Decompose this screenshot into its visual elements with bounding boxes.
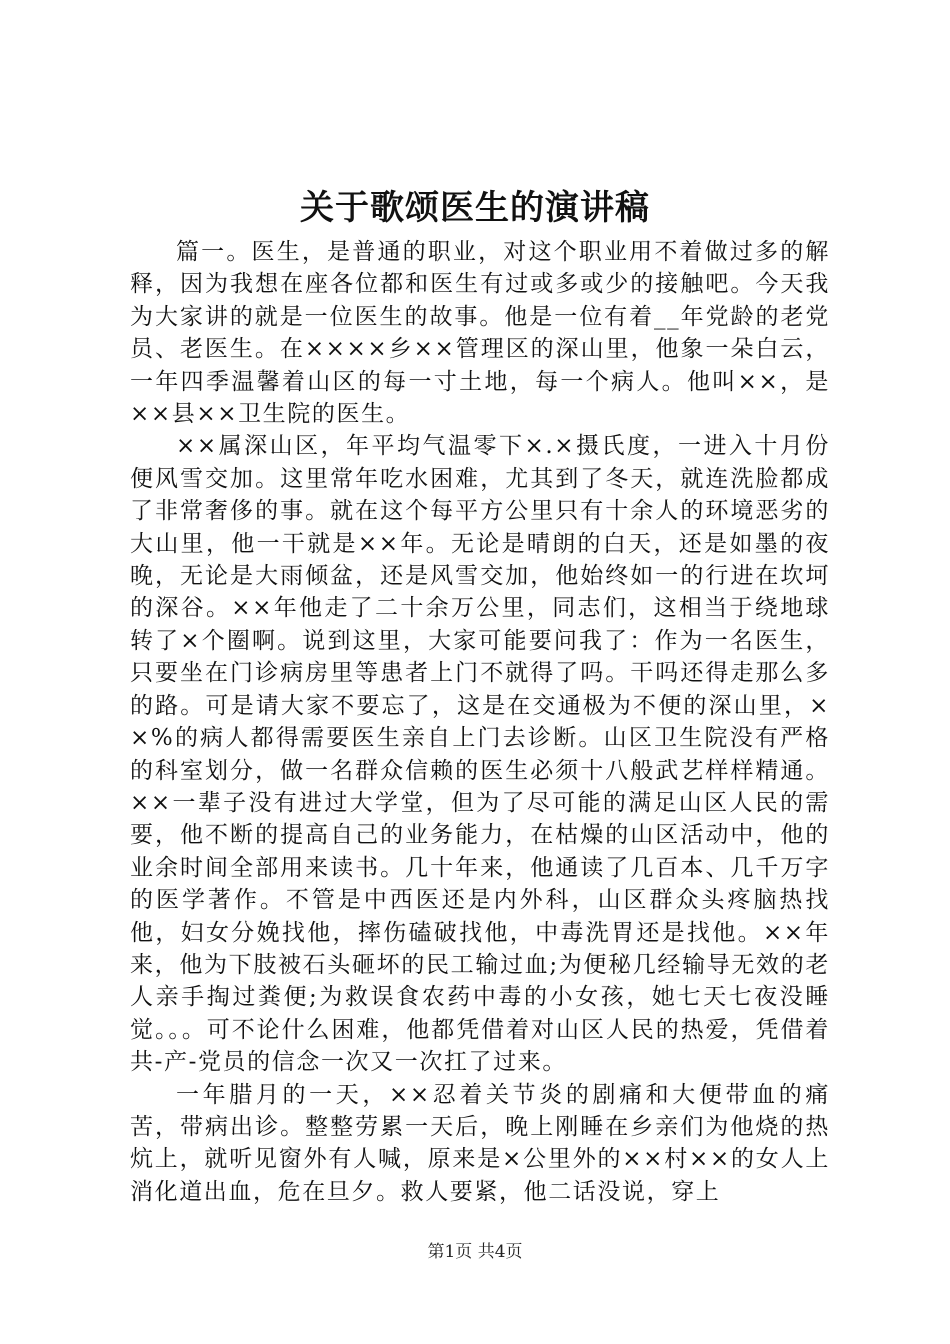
paragraph-1: 篇一。医生，是普通的职业，对这个职业用不着做过多的解释，因为我想在座各位都和医生有过或多或少的接触吧。今天我为大家讲的就是一位医生的故事。他是一位有着__年党龄的老党员、老医生。在××××乡××管理区的深山里，他象一朵白云，一年四季温馨着山区的每一寸土地，每一个病人。他叫××，是××县××卫生院的医生。	[130, 239, 830, 428]
paragraph-2: ××属深山区，年平均气温零下×.×摄氏度，一进入十月份便风雪交加。这里常年吃水困难，尤其到了冬天，就连洗脸都成了非常奢侈的事。就在这个每平方公里只有十余人的环境恶劣的大山里，他一干就是××年。无论是晴朗的白天，还是如墨的夜晚，无论是大雨倾盆，还是风雪交加，他始终如一的行进在坎坷的深谷。××年他走了二十余万公里，同志们，这相当于绕地球转了×个圈啊。说到这里，大家可能要问我了：作为一名医生，只要坐在门诊病房里等患者上门不就得了吗。干吗还得走那么多的路。可是请大家不要忘了，这是在交通极为不便的深山里，××%的病人都得需要医生亲自上门去诊断。山区卫生院没有严格的科室划分，做一名群众信赖的医生必须十八般武艺样样精通。××一辈子没有进过大学堂，但为了尽可能的满足山区人民的需要，他不断的提高自己的业务能力，在枯燥的山区活动中，他的业余时间全部用来读书。几十年来，他通读了几百本、几千万字的医学著作。不管是中西医还是内外科，山区群众头疼脑热找他，妇女分娩找他，摔伤磕破找他，中毒洗胃还是找他。××年来，他为下肢被石头砸坏的民工输过血;为便秘几经输导无效的老人亲手掏过粪便;为救误食农药中毒的小女孩，她七天七夜没睡觉。。。可不论什么困难，他都凭借着对山区人民的热爱，凭借着共-产-党员的信念一次又一次扛了过来。	[130, 433, 830, 1076]
document-title: 关于歌颂医生的演讲稿	[300, 188, 650, 228]
document-body	[130, 236, 830, 1208]
paragraph-3: 一年腊月的一天，××忍着关节炎的剧痛和大便带血的痛苦，带病出诊。整整劳累一天后，晚上刚睡在乡亲们为他烧的热炕上，就听见窗外有人喊，原来是×公里外的××村××的女人上消化道出血，危在旦夕。救人要紧，他二话没说，穿上	[130, 1081, 830, 1205]
page-footer: 第1页 共4页	[427, 1242, 523, 1262]
